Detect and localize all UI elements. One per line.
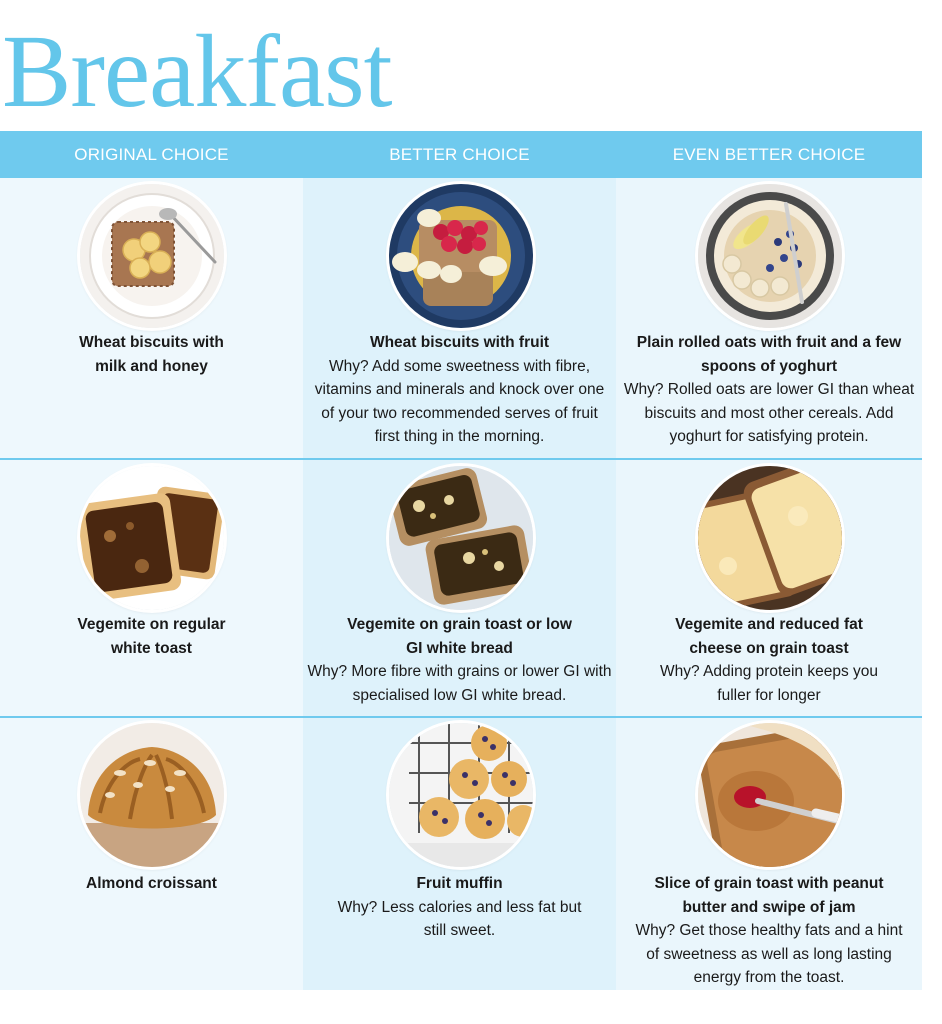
vegemite-white-toast-photo xyxy=(80,466,224,610)
item-text-original xyxy=(0,613,303,660)
item-name: Wheat biscuits with milk and honey xyxy=(79,334,224,375)
item-name: Vegemite on grain toast or low GI white bread xyxy=(347,616,572,657)
item-text-better xyxy=(303,872,616,943)
rolled-oats-fruit-yoghurt-photo xyxy=(698,184,842,328)
comparison-grid xyxy=(0,178,922,990)
item-text-original xyxy=(0,872,303,896)
vegemite-grain-toast-photo xyxy=(389,466,533,610)
column-header-better: BETTER CHOICE xyxy=(389,145,530,164)
item-reason: Why? Add some sweetness with fibre, vitamins and minerals and knock over one of your two recommended serves of fruit first thing in the morning. xyxy=(314,357,605,445)
item-reason: Why? Adding protein keeps you fuller for longer xyxy=(660,663,878,704)
cell-original xyxy=(0,718,303,990)
item-reason: Why? Get those healthy fats and a hint of sweetness as well as long lasting energy from the toast. xyxy=(635,922,903,986)
row-vegemite-toast xyxy=(0,460,922,716)
item-text-original xyxy=(0,331,303,378)
item-reason: Why? Rolled oats are lower GI than wheat biscuits and most other cereals. Add yoghurt for satisfying protein. xyxy=(623,381,915,445)
column-header-even-better: EVEN BETTER CHOICE xyxy=(672,145,866,164)
item-text-better xyxy=(303,613,616,707)
peanut-butter-jam-toast-photo xyxy=(698,723,842,867)
wheat-biscuits-fruit-photo xyxy=(389,184,533,328)
column-header-original: ORIGINAL CHOICE xyxy=(74,145,229,164)
item-reason: Why? More fibre with grains or lower GI with specialised low GI white bread. xyxy=(307,663,612,704)
cell-even-better xyxy=(616,460,922,716)
cell-original xyxy=(0,178,303,459)
cell-better xyxy=(303,718,616,990)
fruit-muffin-photo xyxy=(389,723,533,867)
cell-original xyxy=(0,460,303,716)
cell-even-better xyxy=(616,718,922,990)
cell-even-better xyxy=(616,178,922,459)
item-name: Fruit muffin xyxy=(416,875,503,892)
item-name: Wheat biscuits with fruit xyxy=(369,334,550,351)
cell-better xyxy=(303,460,616,716)
vegemite-cheese-toast-photo xyxy=(698,466,842,610)
item-reason: Why? Less calories and less fat but still sweet. xyxy=(337,898,582,939)
item-text-even-better xyxy=(616,872,922,990)
item-name: Slice of grain toast with peanut butter and swipe of jam xyxy=(654,875,884,916)
item-name: Plain rolled oats with fruit and a few spoons of yoghurt xyxy=(636,334,902,375)
row-croissant-muffin-toast xyxy=(0,718,922,990)
item-text-better xyxy=(303,331,616,449)
wheat-biscuits-milk-honey-photo xyxy=(80,184,224,328)
item-name: Vegemite and reduced fat cheese on grain toast xyxy=(675,616,863,657)
item-text-even-better xyxy=(616,331,922,449)
item-text-even-better xyxy=(616,613,922,707)
page-title: Breakfast xyxy=(2,14,392,129)
cell-better xyxy=(303,178,616,459)
row-wheat-biscuits xyxy=(0,178,922,459)
item-name: Almond croissant xyxy=(86,875,217,892)
almond-croissant-photo xyxy=(80,723,224,867)
column-header-bar xyxy=(0,131,922,178)
item-name: Vegemite on regular white toast xyxy=(77,616,226,657)
